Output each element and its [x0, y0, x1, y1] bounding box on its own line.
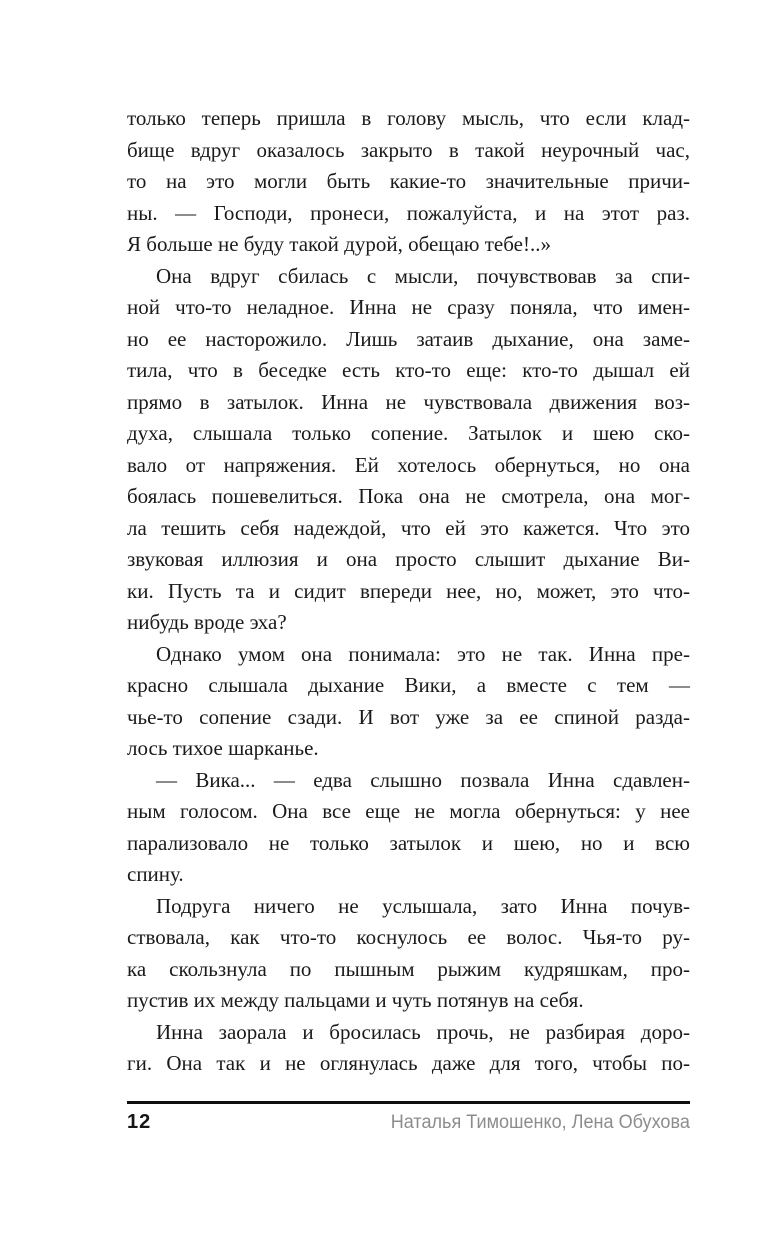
page-number: 12 — [127, 1111, 152, 1133]
text-line: ки. Пусть та и сидит впереди нее, но, может, это что- — [127, 578, 690, 603]
text-line: ным голосом. Она все еще не могла обернуться: у нее — [127, 799, 690, 823]
paragraph — [127, 891, 690, 1017]
text-line: но ее насторожило. Лишь затаив дыхание, она заме- — [127, 326, 690, 351]
text-line: ствовала, как что-то коснулось ее волос. Чья-то ру- — [127, 925, 690, 949]
text-line: прямо в затылок. Инна не чувствовала движения воз- — [127, 389, 690, 414]
text-line: чье-то сопение сзади. И вот уже за ее спиной разда- — [127, 704, 690, 729]
text-line: красно слышала дыхание Вики, а вместе с тем — — [127, 673, 690, 697]
text-line: Она вдруг сбилась с мысли, почувствовав за спи- — [156, 263, 690, 288]
text-line: вало от напряжения. Ей хотелось обернуться, но она — [127, 452, 690, 477]
text-line: лось тихое шарканье. — [127, 736, 319, 760]
text-line: боялась пошевелиться. Пока она не смотрела, она мог- — [127, 484, 690, 508]
text-line: звуковая иллюзия и она просто слышит дыхание Ви- — [127, 547, 690, 571]
page-footer — [127, 1101, 690, 1134]
text-line: Подруга ничего не услышала, зато Инна почув- — [156, 893, 690, 918]
text-line: ги. Она так и не оглянулась даже для того, чтобы по- — [127, 1051, 690, 1075]
paragraph — [127, 103, 690, 261]
text-line: — Вика... — едва слышно позвала Инна сдавлен- — [156, 767, 690, 792]
paragraph — [127, 639, 690, 765]
text-line: спину. — [127, 862, 184, 886]
text-line: ка скользнула по пышным рыжим кудряшкам, про- — [127, 956, 690, 981]
page-text — [127, 103, 690, 1080]
paragraph — [127, 765, 690, 891]
text-line: то на это могли быть какие-то значительные причи- — [127, 169, 690, 193]
running-title: Наталья Тимошенко, Лена Обухова — [390, 1112, 690, 1133]
text-line: только теперь пришла в голову мысль, что если клад- — [127, 106, 690, 130]
text-line: ла тешить себя надеждой, что ей это кажется. Что это — [127, 515, 690, 540]
text-line: ны. — Господи, пронеси, пожалуйста, и на этот раз. — [127, 200, 690, 225]
footer-row — [127, 1111, 690, 1134]
text-line: Я больше не буду такой дурой, обещаю тебе!..» — [127, 232, 551, 256]
text-line: пустив их между пальцами и чуть потянув на себя. — [127, 988, 584, 1012]
paragraph — [127, 261, 690, 639]
paragraph — [127, 1017, 690, 1080]
text-line: духа, слышала только сопение. Затылок и шею ско- — [127, 421, 690, 445]
text-line: бище вдруг оказалось закрыто в такой неурочный час, — [127, 137, 690, 162]
text-line: нибудь вроде эха? — [127, 610, 287, 634]
text-line: ной что-то неладное. Инна не сразу поняла, что имен- — [127, 295, 690, 319]
text-line: парализовало не только затылок и шею, но и всю — [127, 830, 690, 855]
footer-rule — [127, 1101, 690, 1104]
text-line: тила, что в беседке есть кто-то еще: кто-то дышал ей — [127, 358, 690, 382]
text-line: Однако умом она понимала: это не так. Инна пре- — [156, 641, 690, 666]
text-line: Инна заорала и бросилась прочь, не разбирая доро- — [156, 1019, 690, 1044]
